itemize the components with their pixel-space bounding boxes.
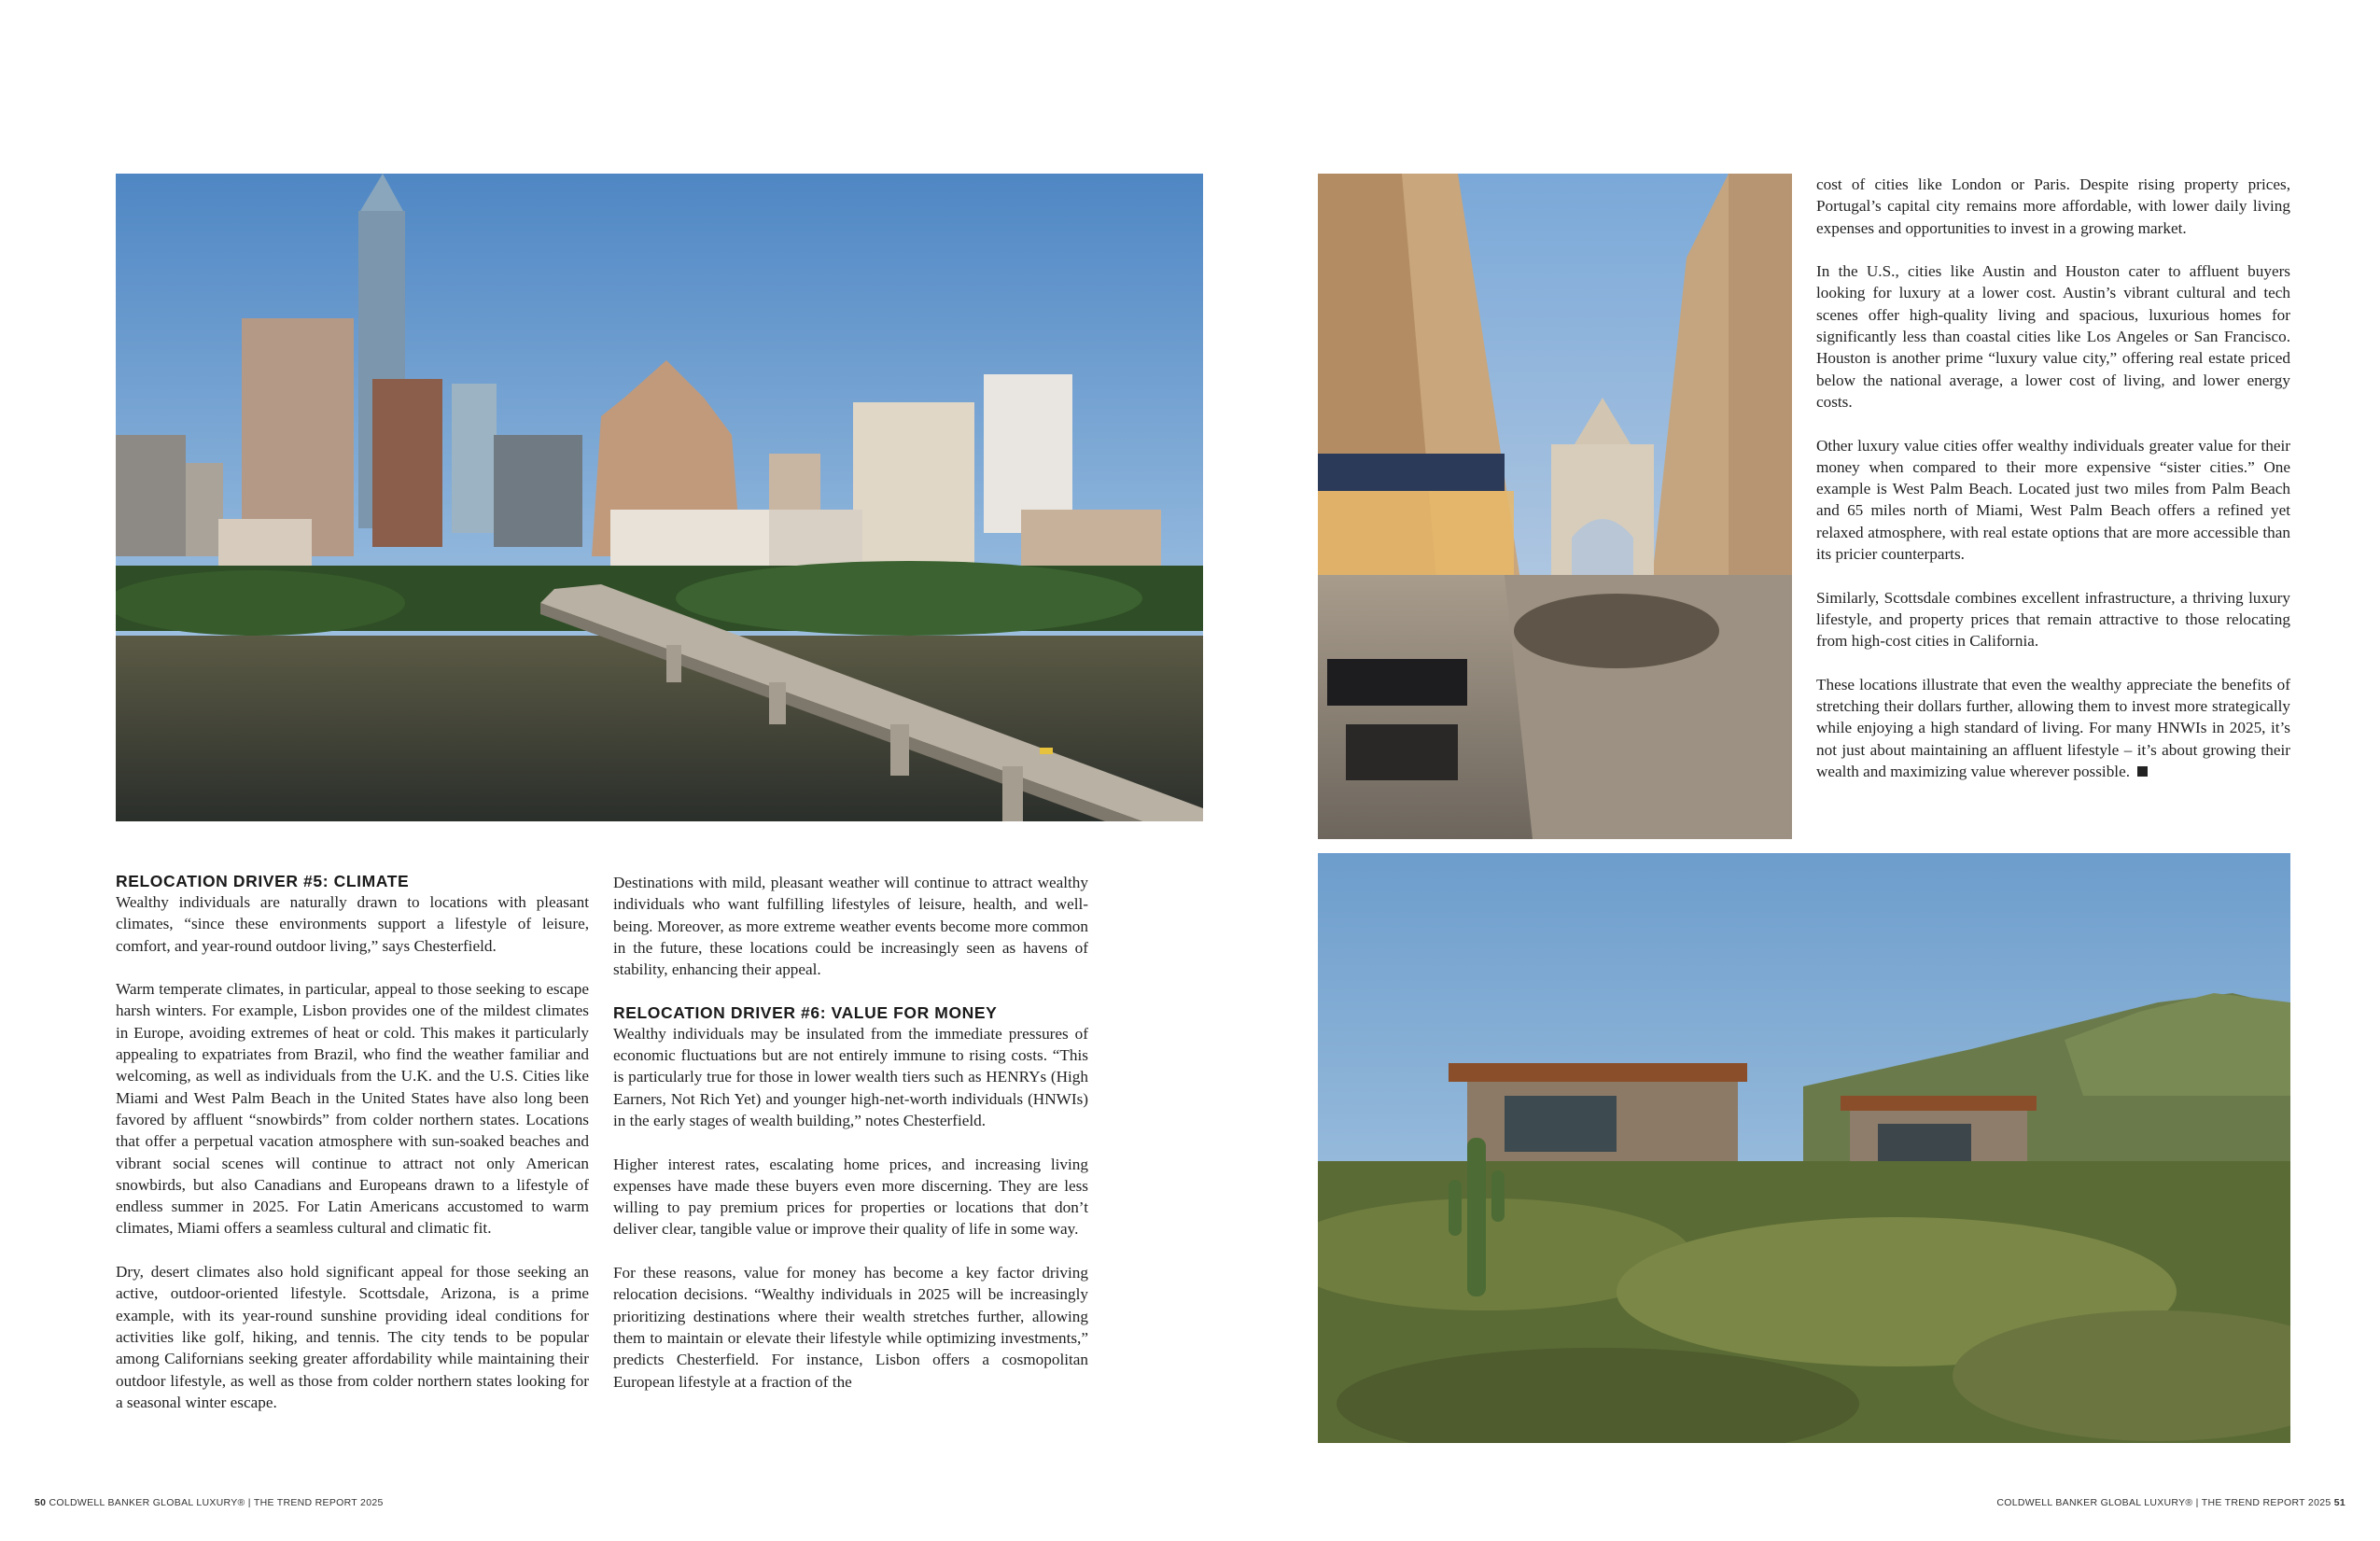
paragraph: Wealthy individuals are naturally drawn to locations with pleasant climates, “since these environments support a lifestyle of leisure, comfort, and year-round outdoor living,” says Chesterfield. [116,893,589,955]
paragraph: cost of cities like London or Paris. Despite rising property prices, Portugal’s capital city remains more affordable, with lower daily living expenses and opportunities to invest in a growing market. [1816,175,2290,237]
paragraph: Other luxury value cities offer wealthy individuals greater value for their money when compared to their more expensive “sister cities.” One example is West Palm Beach. Located just two miles from Palm Beach and 65 miles north of Miami, West Palm Beach offers a refined yet relaxed atmosphere, with real estate options that are more accessible than its pricier counterparts. [1816,436,2290,564]
article-column-1 [116,871,589,1413]
scottsdale-desert-photo [1318,853,2290,1443]
paragraph: For these reasons, value for money has become a key factor driving relocation decisions. “Wealthy individuals in 2025 will be increasingly prioritizing destinations where their wealth stretches further, allowing them to maintain or elevate their lifestyle while optimizing investments,” predicts Chesterfield. For instance, Lisbon offers a cosmopolitan European lifestyle at a fraction of the [613,1264,1088,1391]
paragraph: Wealthy individuals may be insulated from the immediate pressures of economic fluctuations but are not entirely immune to rising costs. “This is particularly true for those in lower wealth tiers such as HENRYs (High Earners, Not Rich Yet) and younger high-net-worth individuals (HNWIs) in the early stages of wealth building,” notes Chesterfield. [613,1024,1088,1129]
page-number-left: 50 [35,1497,47,1508]
scottsdale-desert-illustration [1318,853,2290,1443]
paragraph: Dry, desert climates also hold significant appeal for those seeking an active, outdoor-oriented lifestyle. Scottsdale, Arizona, is a prime example, with its year-round sunshine providing ideal conditions for activities like golf, hiking, and tennis. The city tends to be popular among Californians seeking greater affordability while maintaining their outdoor lifestyle, as well as those from colder northern states looking for a seasonal winter escape. [116,1263,589,1411]
austin-skyline-illustration [116,174,1203,821]
article-column-3 [1816,174,2290,782]
lisbon-street-illustration [1318,174,1792,839]
paragraph: Warm temperate climates, in particular, appeal to those seeking to escape harsh winters. For example, Lisbon provides one of the mildest climates in Europe, avoiding extremes of heat or cold. This makes it particularly appealing to expatriates from Brazil, who find the weather familiar and welcoming, as well as individuals from the U.K. and the U.S. Cities like Miami and West Palm Beach in the United States have also long been favored by affluent “snowbirds” from colder northern states. Locations that offer a perpetual vacation atmosphere with sun-soaked beaches and vibrant social scenes will continue to attract not only American snowbirds, but also Canadians and Europeans drawn to a lifestyle of endless summer in 2025. For Latin Americans accustomed to warm climates, Miami offers a seamless cultural and climatic fit. [116,980,589,1238]
footer-left [35,1497,384,1508]
section-heading-climate: RELOCATION DRIVER #5: CLIMATE [116,872,410,890]
paragraph: Destinations with mild, pleasant weather will continue to attract wealthy individuals who want fulfilling lifestyles of leisure, health, and well-being. Moreover, as more extreme weather events become more common in the future, these locations could be increasingly seen as havens of stability, enhancing their appeal. [613,874,1088,979]
footer-publication-left: COLDWELL BANKER GLOBAL LUXURY® | THE TREND REPORT 2025 [49,1497,384,1508]
lisbon-street-photo [1318,174,1792,839]
paragraph: In the U.S., cities like Austin and Houston cater to affluent buyers looking for luxury at a lower cost. Austin’s vibrant cultural and tech scenes offer high-quality living and spacious, luxurious homes for significantly less than coastal cities like Los Angeles or San Francisco. Houston is another prime “luxury value city,” offering real estate priced below the national average, a lower cost of living, and lower energy costs. [1816,262,2290,411]
paragraph: Similarly, Scottsdale combines excellent infrastructure, a thriving luxury lifestyle, and property prices that remain attractive to those relocating from high-cost cities in California. [1816,588,2290,651]
section-heading-value-for-money: RELOCATION DRIVER #6: VALUE FOR MONEY [613,1002,998,1022]
end-of-article-mark [2137,766,2148,777]
paragraph: Higher interest rates, escalating home prices, and increasing living expenses have made these buyers even more discerning. They are less willing to pay premium prices for properties or locations that don’t deliver clear, tangible value or improve their quality of life in some way. [613,1155,1088,1239]
page-number-right: 51 [2333,1497,2345,1508]
footer-right [1996,1497,2345,1508]
austin-skyline-photo [116,174,1203,821]
paragraph-final [1816,674,2290,782]
paragraph-text: These locations illustrate that even the wealthy appreciate the benefits of stretching their dollars further, allowing them to invest more strategically while enjoying a high standard of living. For many HNWIs in 2025, it’s not just about maintaining an affluent lifestyle – it’s about growing their wealth and maximizing value wherever possible. [1816,675,2290,781]
footer-publication-right: COLDWELL BANKER GLOBAL LUXURY® | THE TREND REPORT 2025 [1996,1497,2331,1508]
article-column-2 [613,872,1088,1393]
